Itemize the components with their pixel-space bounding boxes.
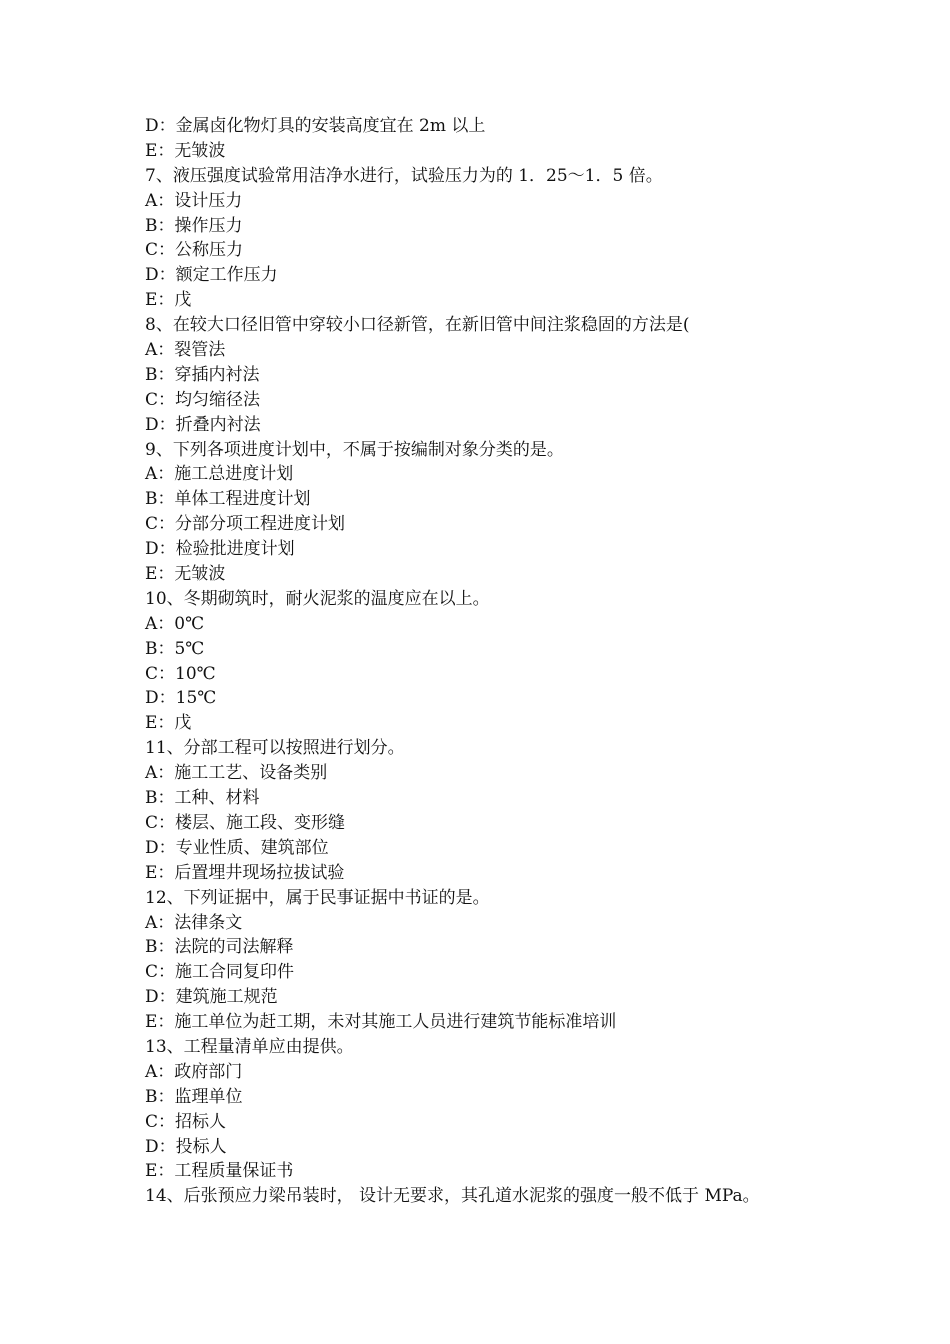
option-line: C：楼层、施工段、变形缝 [145, 812, 346, 833]
option-line: C：公称压力 [145, 240, 244, 261]
option-line: A：政府部门 [145, 1061, 243, 1082]
question-11: 11、分部工程可以按照进行划分。 [145, 738, 405, 759]
option-line: D：投标人 [145, 1136, 227, 1157]
option-line: A：施工工艺、设备类别 [145, 763, 328, 784]
option-line: B：操作压力 [145, 215, 243, 236]
option-line: C：招标人 [145, 1111, 227, 1132]
option-line: A：0℃ [145, 613, 205, 634]
option-line: A：裂管法 [145, 340, 226, 361]
option-line: B：单体工程进度计划 [145, 489, 311, 510]
option-line: E：后置埋井现场拉拔试验 [145, 862, 345, 883]
option-line: C：分部分项工程进度计划 [145, 514, 346, 535]
option-line: D：折叠内衬法 [145, 414, 261, 435]
option-line: E：工程质量保证书 [145, 1161, 294, 1182]
option-line: D：额定工作压力 [145, 265, 278, 286]
option-line: D：专业性质、建筑部位 [145, 837, 329, 858]
question-7: 7、液压强度试验常用洁净水进行，试验压力为的 1．25～1．5 倍。 [145, 165, 663, 186]
question-10: 10、冬期砌筑时，耐火泥浆的温度应在以上。 [145, 588, 490, 609]
option-line: D：检验批进度计划 [145, 539, 295, 560]
option-line: E：无皱波 [145, 564, 226, 585]
option-line: B：5℃ [145, 638, 205, 659]
question-14: 14、后张预应力梁吊装时， 设计无要求，其孔道水泥浆的强度一般不低于 MPa。 [145, 1186, 760, 1207]
option-line: B：穿插内衬法 [145, 364, 260, 385]
option-line: B：工种、材料 [145, 788, 260, 809]
option-line: C：10℃ [145, 663, 216, 684]
option-line: A：法律条文 [145, 912, 243, 933]
question-12: 12、下列证据中，属于民事证据中书证的是。 [145, 887, 490, 908]
question-8: 8、在较大口径旧管中穿较小口径新管，在新旧管中间注浆稳固的方法是( [145, 315, 690, 336]
question-13: 13、工程量清单应由提供。 [145, 1036, 354, 1057]
option-line: A：设计压力 [145, 190, 243, 211]
option-line: D：建筑施工规范 [145, 987, 278, 1008]
text-line: E：无皱波 [145, 140, 226, 161]
option-line: E：施工单位为赶工期，未对其施工人员进行建筑节能标准培训 [145, 1012, 617, 1033]
option-line: C：均匀缩径法 [145, 389, 261, 410]
option-line: B：监理单位 [145, 1086, 243, 1107]
text-line: D：金属卤化物灯具的安装高度宜在 2m 以上 [145, 116, 486, 136]
option-line: D：15℃ [145, 688, 217, 709]
option-line: E：戊 [145, 290, 192, 311]
document-page [145, 114, 865, 1209]
option-line: A：施工总进度计划 [145, 464, 294, 485]
question-9: 9、下列各项进度计划中，不属于按编制对象分类的是。 [145, 439, 564, 460]
option-line: B：法院的司法解释 [145, 937, 294, 958]
option-line: E：戊 [145, 713, 192, 734]
option-line: C：施工合同复印件 [145, 962, 295, 983]
